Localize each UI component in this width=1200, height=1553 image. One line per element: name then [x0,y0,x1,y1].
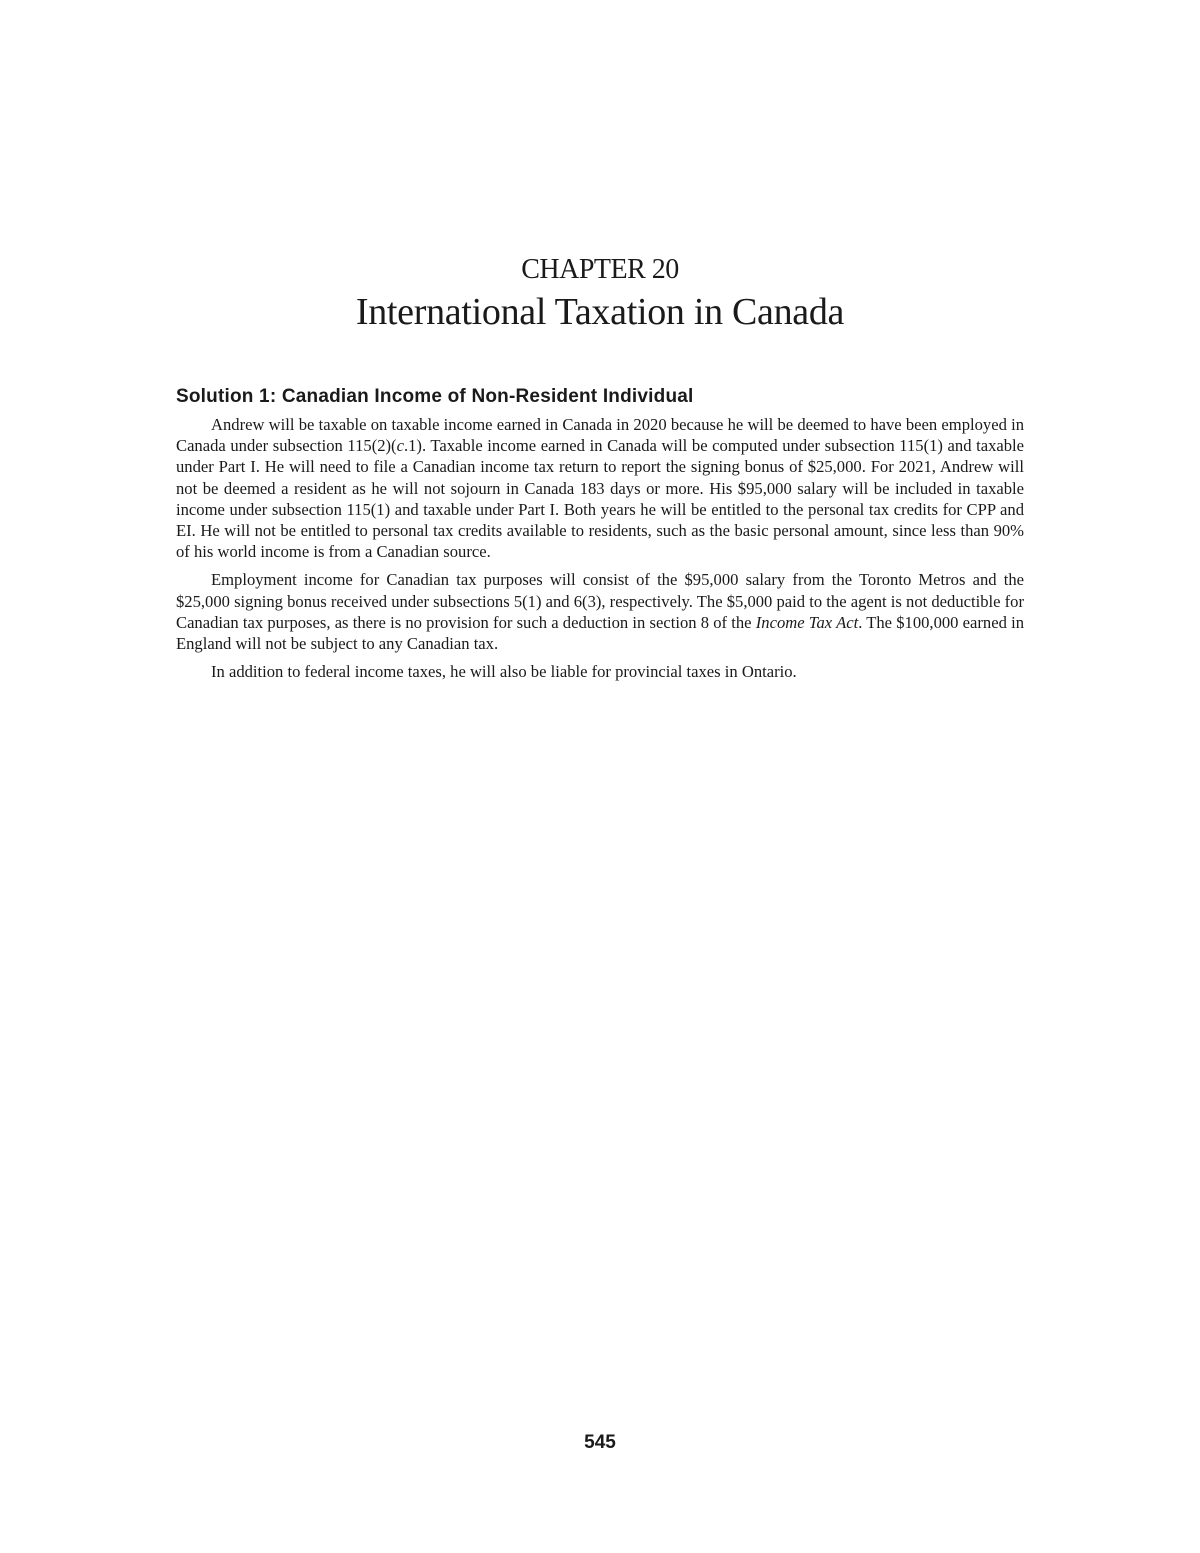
paragraph-1-italic: c [396,436,404,456]
page-number: 545 [584,1432,616,1453]
chapter-title: International Taxation in Canada [355,291,845,333]
paragraph-2-italic: Income Tax Act [755,612,859,632]
chapter-label: CHAPTER 20 [521,254,679,285]
section-heading: Solution 1: Canadian Income of Non-Resident Individual [176,386,694,407]
paragraph-1-text-b: .1). Taxable income earned in Canada will be computed under subsection 115(1) and taxable under Part I. He will need to file a Canadian income tax return to report the signing bonus of $25,000. For 2021, Andrew will not be deemed a resident as he will not sojourn in Canada 183 days or more. His $95,000 salary will be included in taxable income under subsection 115(1) and taxable under Part I. Both years he will be entitled to the personal tax credits for CPP and EI. He will not be entitled to personal tax credits available to residents, such as the basic personal amount, since less than 90% of his world income is from a Canadian source. [176,436,1025,562]
paragraph-2 [176,569,1024,654]
paragraph-2-text-b: . The $100,000 earned in England will not be subject to any Canadian tax. [176,612,1024,654]
paragraph-3-text-a: In addition to federal income taxes, he will also be liable for provincial taxes in Ontario. [211,662,797,682]
paragraph-1 [176,414,1024,562]
paragraph-2-text-a: Employment income for Canadian tax purposes will consist of the $95,000 salary from the Toronto Metros and the $25,000 signing bonus received under subsections 5(1) and 6(3), respectively. The $5,000 paid to the agent is not deductible for Canadian tax purposes, as there is no provision for such a deduction in section 8 of the [176,570,1024,632]
paragraph-1-text-a: Andrew will be taxable on taxable income earned in Canada in 2020 because he will be deemed to have been employed in Canada under subsection 115(2)( [176,415,1024,456]
paragraph-3 [176,661,1024,682]
solution-section [176,386,1024,689]
